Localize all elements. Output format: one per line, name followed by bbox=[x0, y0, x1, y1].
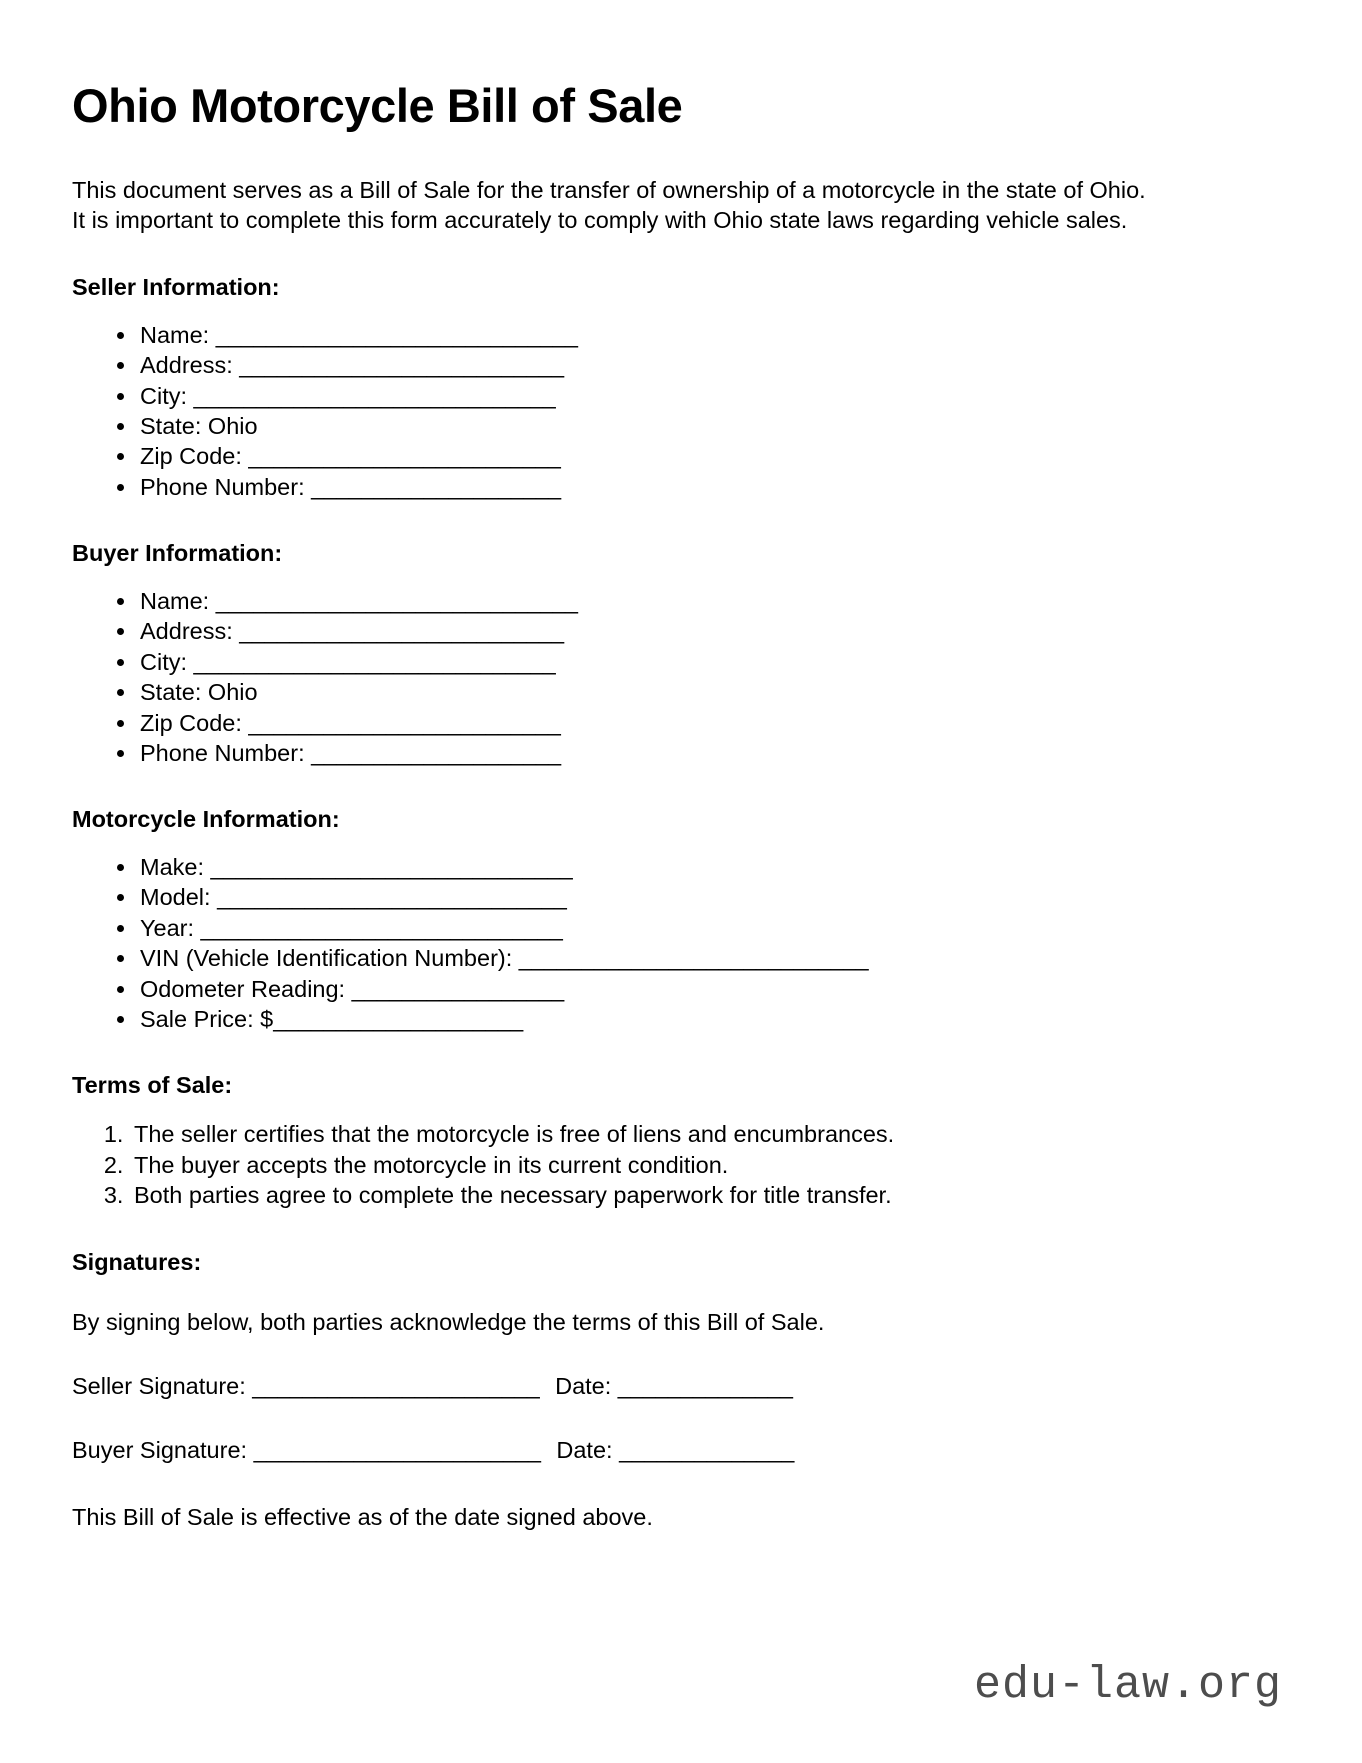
list-item bbox=[138, 708, 1292, 738]
field-label: State: Ohio bbox=[140, 413, 258, 439]
field-blank[interactable]: ____________________ bbox=[311, 473, 561, 500]
list-item bbox=[138, 943, 1292, 973]
field-blank[interactable]: _____________________________ bbox=[210, 853, 573, 880]
buyer-signature-row bbox=[72, 1435, 1292, 1466]
list-item: 2. The buyer accepts the motorcycle in its current condition. bbox=[130, 1150, 1292, 1181]
list-item bbox=[138, 320, 1292, 350]
seller-date-blank[interactable]: ______________ bbox=[617, 1372, 793, 1399]
list-item bbox=[138, 882, 1292, 912]
terms-of-sale-heading: Terms of Sale: bbox=[72, 1072, 233, 1099]
list-item bbox=[138, 350, 1292, 380]
field-blank[interactable]: __________________________ bbox=[239, 618, 564, 645]
field-label: Year: bbox=[140, 914, 201, 941]
page-title: Ohio Motorcycle Bill of Sale bbox=[72, 79, 683, 132]
field-blank[interactable]: _________________ bbox=[351, 975, 564, 1002]
field-blank[interactable]: _____________________________ bbox=[193, 648, 556, 675]
list-item bbox=[138, 647, 1292, 677]
motorcycle-information-heading: Motorcycle Information: bbox=[72, 806, 340, 833]
field-label: Zip Code: bbox=[140, 443, 249, 470]
effective-date-note: This Bill of Sale is effective as of the date signed above. bbox=[72, 1503, 653, 1530]
seller-field-list bbox=[72, 320, 1292, 503]
seller-date-label: Date: bbox=[555, 1372, 618, 1399]
motorcycle-field-list bbox=[72, 852, 1292, 1035]
field-label: Make: bbox=[140, 853, 211, 880]
field-label: VIN (Vehicle Identification Number): bbox=[140, 945, 519, 972]
field-blank[interactable]: _____________________________ bbox=[200, 914, 563, 941]
list-item bbox=[138, 913, 1292, 943]
list-item bbox=[138, 411, 1292, 441]
field-blank[interactable]: ____________________________ bbox=[217, 884, 567, 911]
list-item bbox=[138, 974, 1292, 1004]
field-label: Model: bbox=[140, 884, 218, 911]
seller-signature-label: Seller Signature: bbox=[72, 1372, 253, 1399]
field-blank[interactable]: _________________________ bbox=[248, 443, 561, 470]
list-item: 1. The seller certifies that the motorcycle is free of liens and encumbrances. bbox=[130, 1119, 1292, 1150]
list-item: 3. Both parties agree to complete the necessary paperwork for title transfer. bbox=[130, 1180, 1292, 1211]
buyer-field-list bbox=[72, 586, 1292, 769]
field-blank[interactable]: _____________________________ bbox=[215, 321, 578, 348]
buyer-information-heading: Buyer Information: bbox=[72, 540, 283, 567]
buyer-signature-blank[interactable]: _______________________ bbox=[253, 1436, 541, 1463]
field-label: Phone Number: bbox=[140, 739, 312, 766]
seller-signature-row bbox=[72, 1371, 1292, 1402]
seller-signature-blank[interactable]: _______________________ bbox=[252, 1372, 540, 1399]
site-watermark: edu-law.org bbox=[973, 1660, 1282, 1711]
field-blank[interactable]: ____________________ bbox=[273, 1006, 523, 1032]
field-label: Sale Price: $ bbox=[140, 1006, 274, 1032]
buyer-signature-label: Buyer Signature: bbox=[72, 1436, 254, 1463]
list-item bbox=[138, 852, 1292, 882]
buyer-date-blank[interactable]: ______________ bbox=[619, 1436, 794, 1463]
list-item bbox=[138, 586, 1292, 616]
buyer-date-label: Date: bbox=[556, 1436, 620, 1463]
field-label: Name: bbox=[140, 587, 216, 614]
field-label: Address: bbox=[140, 618, 240, 645]
terms-list bbox=[72, 1119, 1292, 1211]
list-item bbox=[138, 472, 1292, 502]
field-label: City: bbox=[140, 648, 194, 675]
signature-acknowledgement: By signing below, both parties acknowledge the terms of this Bill of Sale. bbox=[72, 1309, 825, 1336]
field-label: Zip Code: bbox=[140, 709, 249, 736]
field-label: State: Ohio bbox=[140, 679, 258, 706]
intro-paragraph: This document serves as a Bill of Sale for the transfer of ownership of a motorcycle in the state of Ohio. It is important to complete this form accurately to comply with Ohio state laws regarding vehicle sales. bbox=[72, 176, 1146, 234]
field-label: Odometer Reading: bbox=[140, 975, 352, 1002]
field-blank[interactable]: _________________________ bbox=[248, 709, 561, 736]
field-label: City: bbox=[140, 382, 194, 409]
field-blank[interactable]: ____________________________ bbox=[518, 945, 868, 972]
field-label: Address: bbox=[140, 352, 240, 379]
field-blank[interactable]: _____________________________ bbox=[193, 382, 556, 409]
field-blank[interactable]: _____________________________ bbox=[215, 587, 578, 614]
field-blank[interactable]: ____________________ bbox=[311, 739, 561, 766]
signatures-heading: Signatures: bbox=[72, 1248, 202, 1275]
list-item bbox=[138, 738, 1292, 768]
list-item bbox=[138, 677, 1292, 707]
list-item bbox=[138, 1004, 1292, 1034]
field-label: Phone Number: bbox=[140, 473, 312, 500]
seller-information-heading: Seller Information: bbox=[72, 274, 280, 301]
field-label: Name: bbox=[140, 321, 216, 348]
list-item bbox=[138, 381, 1292, 411]
field-blank[interactable]: __________________________ bbox=[239, 352, 564, 379]
list-item bbox=[138, 441, 1292, 471]
list-item bbox=[138, 616, 1292, 646]
